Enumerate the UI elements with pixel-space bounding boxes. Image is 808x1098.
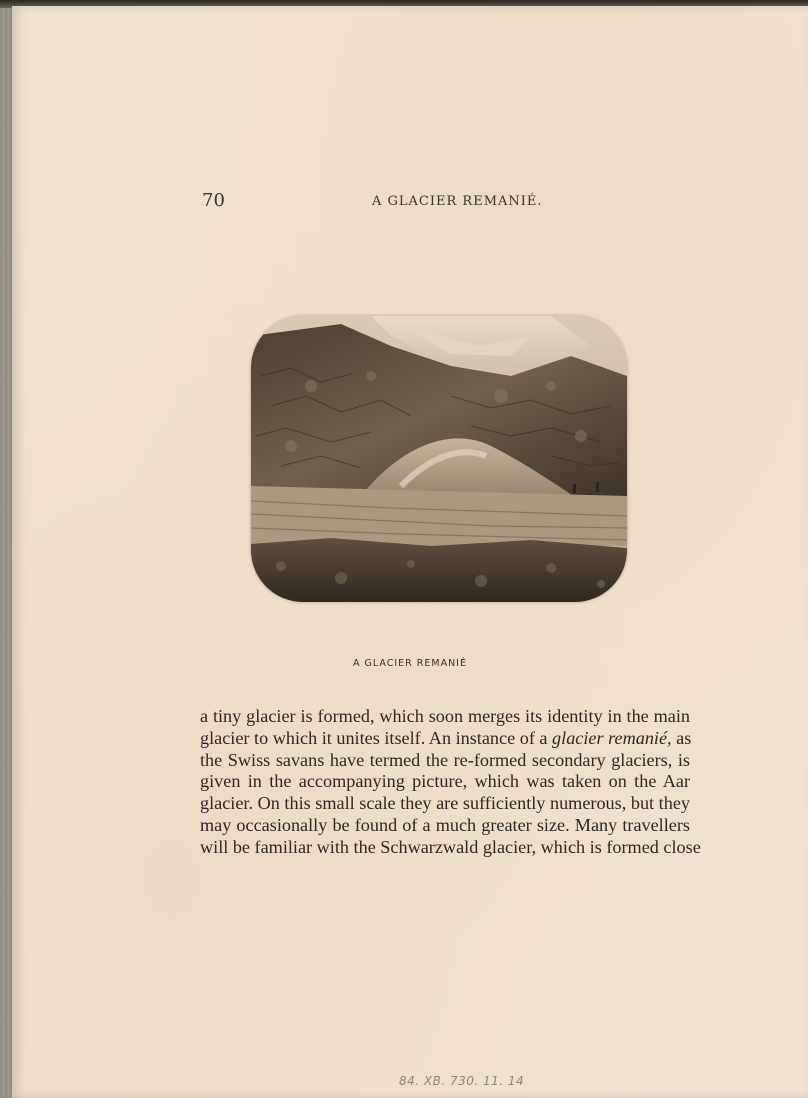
figure-caption: A GLACIER REMANIÉ	[353, 658, 467, 669]
body-line-text: glacier to which it unites itself. An instance of a	[200, 727, 548, 748]
page-number: 70	[202, 190, 225, 211]
book-binding-edge	[0, 0, 12, 1098]
body-line: glacier. On this small scale they are sufficiently numerous, but they	[200, 793, 690, 814]
italic-phrase: glacier remanié,	[552, 727, 672, 748]
book-page	[12, 6, 808, 1098]
glacier-photo-illustration	[251, 316, 627, 602]
italic-tail: as	[676, 727, 692, 748]
body-line: a tiny glacier is formed, which soon merges its identity in the main	[200, 706, 690, 726]
running-head: A GLACIER REMANIÉ.	[372, 194, 543, 209]
body-line: given in the accompanying picture, which was taken on the Aar	[200, 771, 690, 792]
body-line: will be familiar with the Schwarzwald glacier, which is formed close	[200, 836, 701, 857]
glacier-photograph	[251, 316, 627, 602]
body-text	[200, 706, 701, 859]
body-line: the Swiss savans have termed the re-formed secondary glaciers, is	[200, 749, 690, 770]
library-shelfmark: 84. XB. 730. 11. 14	[399, 1074, 525, 1088]
body-line: may occasionally be found of a much greater size. Many travellers	[200, 814, 690, 835]
body-line	[200, 728, 690, 750]
